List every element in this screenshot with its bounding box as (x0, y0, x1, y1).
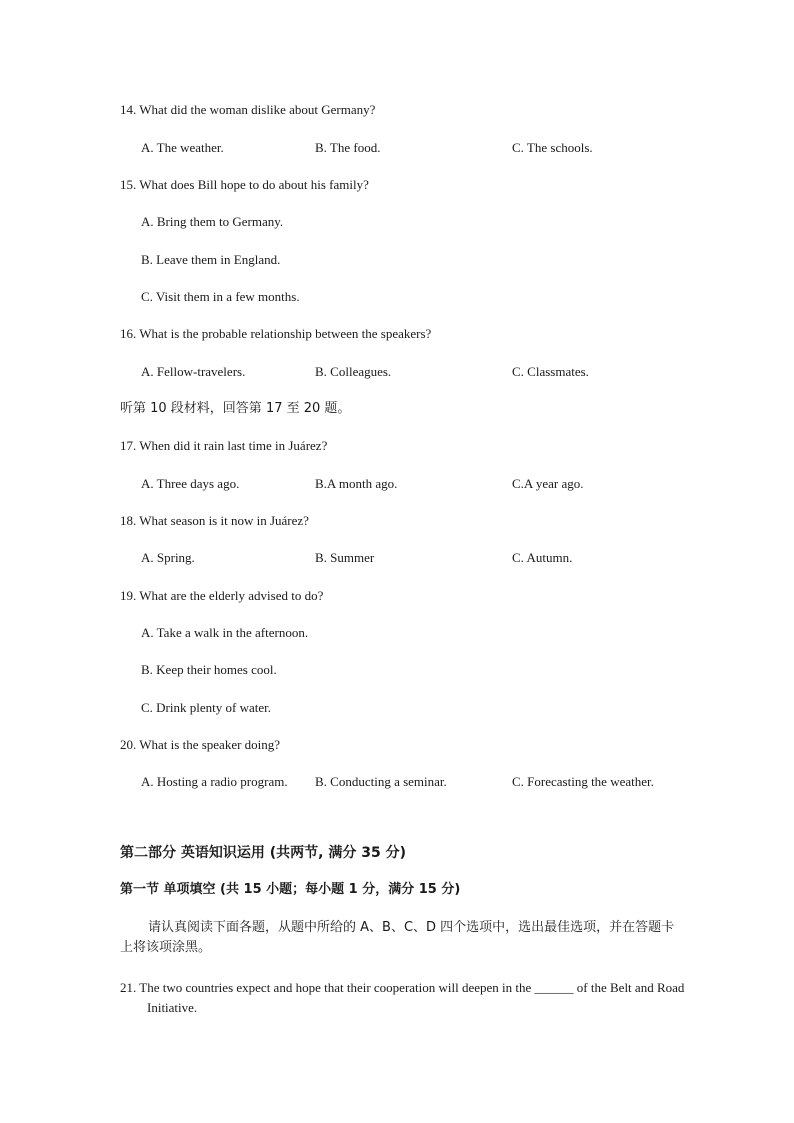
question-18-option-c: C. Autumn. (512, 550, 573, 565)
question-19-option-b: B. Keep their homes cool. (141, 662, 277, 677)
question-20-stem: 20. What is the speaker doing? (120, 737, 281, 752)
question-15-option-c: C. Visit them in a few months. (141, 289, 300, 304)
question-19-stem: 19. What are the elderly advised to do? (120, 588, 324, 603)
question-21-stem: 21. The two countries expect and hope that their cooperation will deepen in the ______ of the Belt and Road Initiative. (120, 980, 685, 1015)
question-14-option-b: B. The food. (315, 140, 381, 155)
question-17-stem: 17. When did it rain last time in Juárez? (120, 438, 328, 453)
question-16-option-c: C. Classmates. (512, 364, 589, 379)
question-20-option-a: A. Hosting a radio program. (141, 774, 288, 789)
question-18-option-a: A. Spring. (141, 550, 195, 565)
question-15-option-a: A. Bring them to Germany. (141, 214, 284, 229)
question-14-stem: 14. What did the woman dislike about Germany? (120, 102, 376, 117)
question-14-option-c: C. The schools. (512, 140, 593, 155)
section-1-title: 第一节 单项填空 (共 15 小题；每小题 1 分，满分 15 分) (120, 882, 461, 897)
material-10-instruction: 听第 10 段材料，回答第 17 至 20 题。 (120, 401, 351, 416)
question-18-stem: 18. What season is it now in Juárez? (120, 513, 309, 528)
section-1-instructions: 请认真阅读下面各题，从题中所给的 A、B、C、D 四个选项中，选出最佳选项，并在答题卡上将该项涂黑。 (120, 920, 675, 955)
question-15-option-b: B. Leave them in England. (141, 252, 281, 267)
question-18-option-b: B. Summer (315, 550, 375, 565)
question-15-stem: 15. What does Bill hope to do about his family? (120, 177, 369, 192)
question-17-option-c: C.A year ago. (512, 476, 584, 491)
question-16-stem: 16. What is the probable relationship between the speakers? (120, 326, 432, 341)
question-19-option-c: C. Drink plenty of water. (141, 700, 271, 715)
question-20-option-b: B. Conducting a seminar. (315, 774, 447, 789)
part-2-title: 第二部分 英语知识运用 (共两节, 满分 35 分) (120, 845, 406, 861)
question-16-option-a: A. Fellow-travelers. (141, 364, 246, 379)
question-14-option-a: A. The weather. (141, 140, 224, 155)
question-17-option-a: A. Three days ago. (141, 476, 240, 491)
question-17-option-b: B.A month ago. (315, 476, 398, 491)
question-20-option-c: C. Forecasting the weather. (512, 774, 654, 789)
question-19-option-a: A. Take a walk in the afternoon. (141, 625, 309, 640)
question-16-option-b: B. Colleagues. (315, 364, 392, 379)
